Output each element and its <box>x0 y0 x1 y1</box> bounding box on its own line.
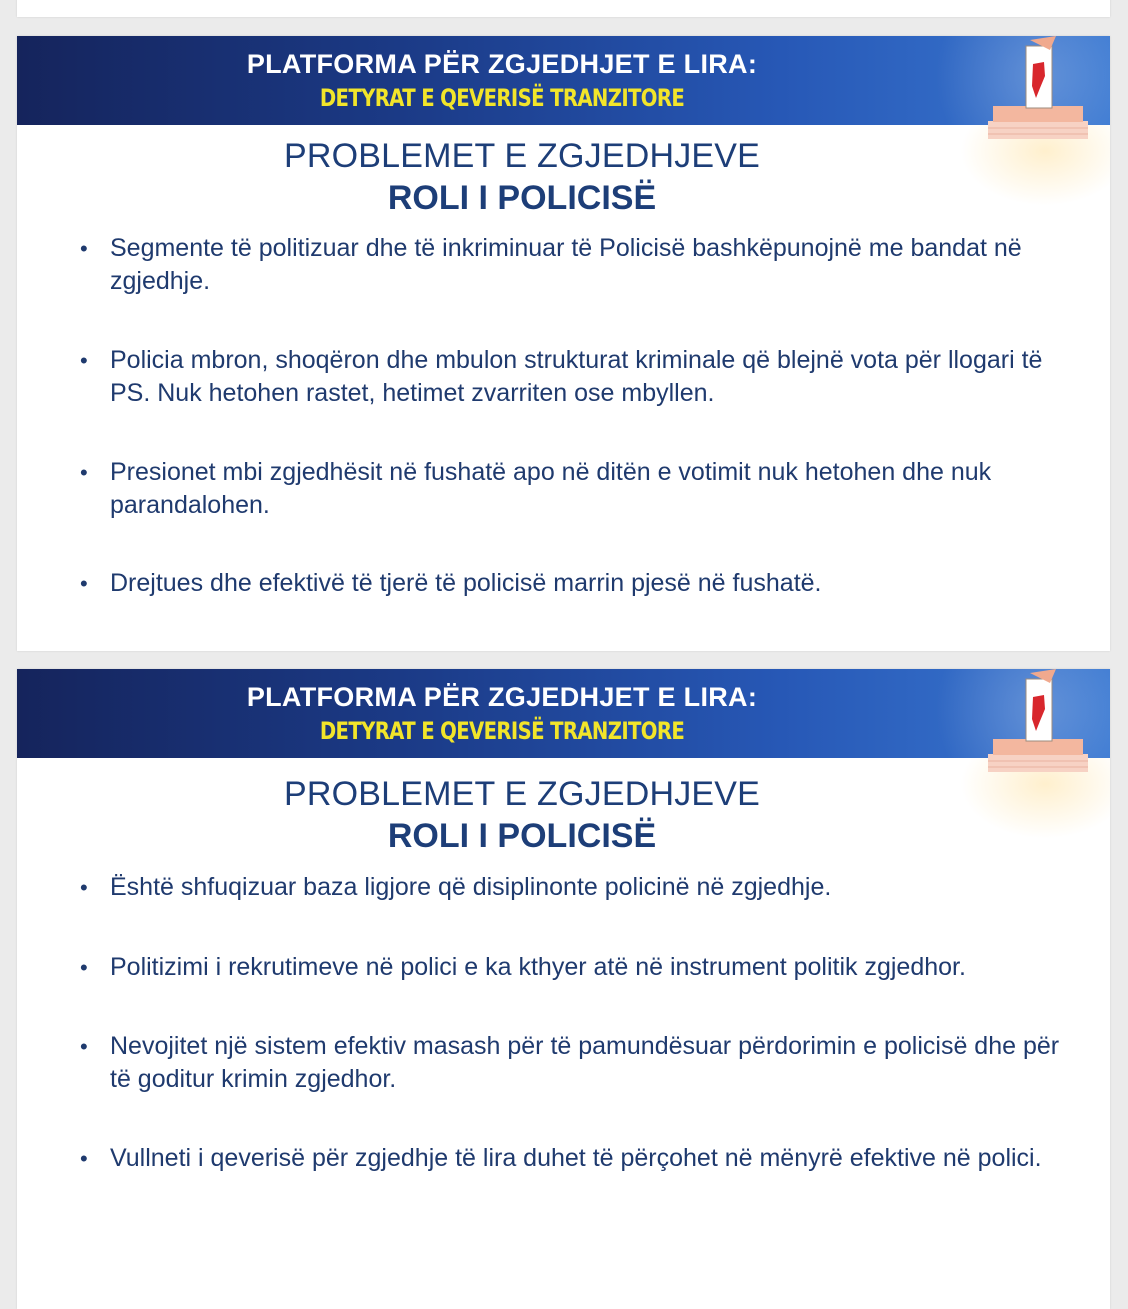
list-item: • Politizimi i rekrutimeve në polici e ka kthyer atë në instrument politik zgjedhor. <box>80 951 1070 984</box>
list-item: • Presionet mbi zgjedhësit në fushatë apo në ditën e votimit nuk hetohen dhe nuk parandalohen. <box>80 456 1070 522</box>
slide-1 <box>17 36 1110 651</box>
ballot-box-icon <box>978 669 1098 779</box>
previous-slide-partial <box>17 0 1110 17</box>
list-item: • Nevojitet një sistem efektiv masash për të pamundësuar përdorimin e policisë dhe për të goditur krimin zgjedhor. <box>80 1030 1070 1096</box>
slide-subheading: ROLI I POLICISË <box>387 817 657 855</box>
list-item: • Vullneti i qeverisë për zgjedhje të lira duhet të përçohet në mënyrë efektive në polici. <box>80 1142 1070 1175</box>
slide-heading: PROBLEMET E ZGJEDHJEVE <box>283 137 761 175</box>
banner-title: PLATFORMA PËR ZGJEDHJET E LIRA: <box>246 682 758 712</box>
ballot-box-icon <box>978 36 1098 146</box>
list-item: • Policia mbron, shoqëron dhe mbulon strukturat kriminale që blejnë vota për llogari të PS. Nuk hetohen rastet, hetimet zvarriten ose mbyllen. <box>80 344 1070 410</box>
slide-banner <box>17 669 1110 758</box>
slide-banner <box>17 36 1110 125</box>
banner-title: PLATFORMA PËR ZGJEDHJET E LIRA: <box>246 49 758 79</box>
slide-subheading: ROLI I POLICISË <box>387 179 657 217</box>
slide-2 <box>17 669 1110 1309</box>
list-item: • Segmente të politizuar dhe të inkriminuar të Policisë bashkëpunojnë me bandat në zgjedhje. <box>80 232 1070 298</box>
banner-subtitle: DETYRAT E QEVERISË TRANZITORE <box>319 84 685 112</box>
slide-heading: PROBLEMET E ZGJEDHJEVE <box>283 775 761 813</box>
banner-subtitle: DETYRAT E QEVERISË TRANZITORE <box>319 717 685 745</box>
list-item: • Është shfuqizuar baza ligjore që disiplinonte policinë në zgjedhje. <box>80 871 1070 904</box>
list-item: • Drejtues dhe efektivë të tjerë të policisë marrin pjesë në fushatë. <box>80 567 1070 600</box>
